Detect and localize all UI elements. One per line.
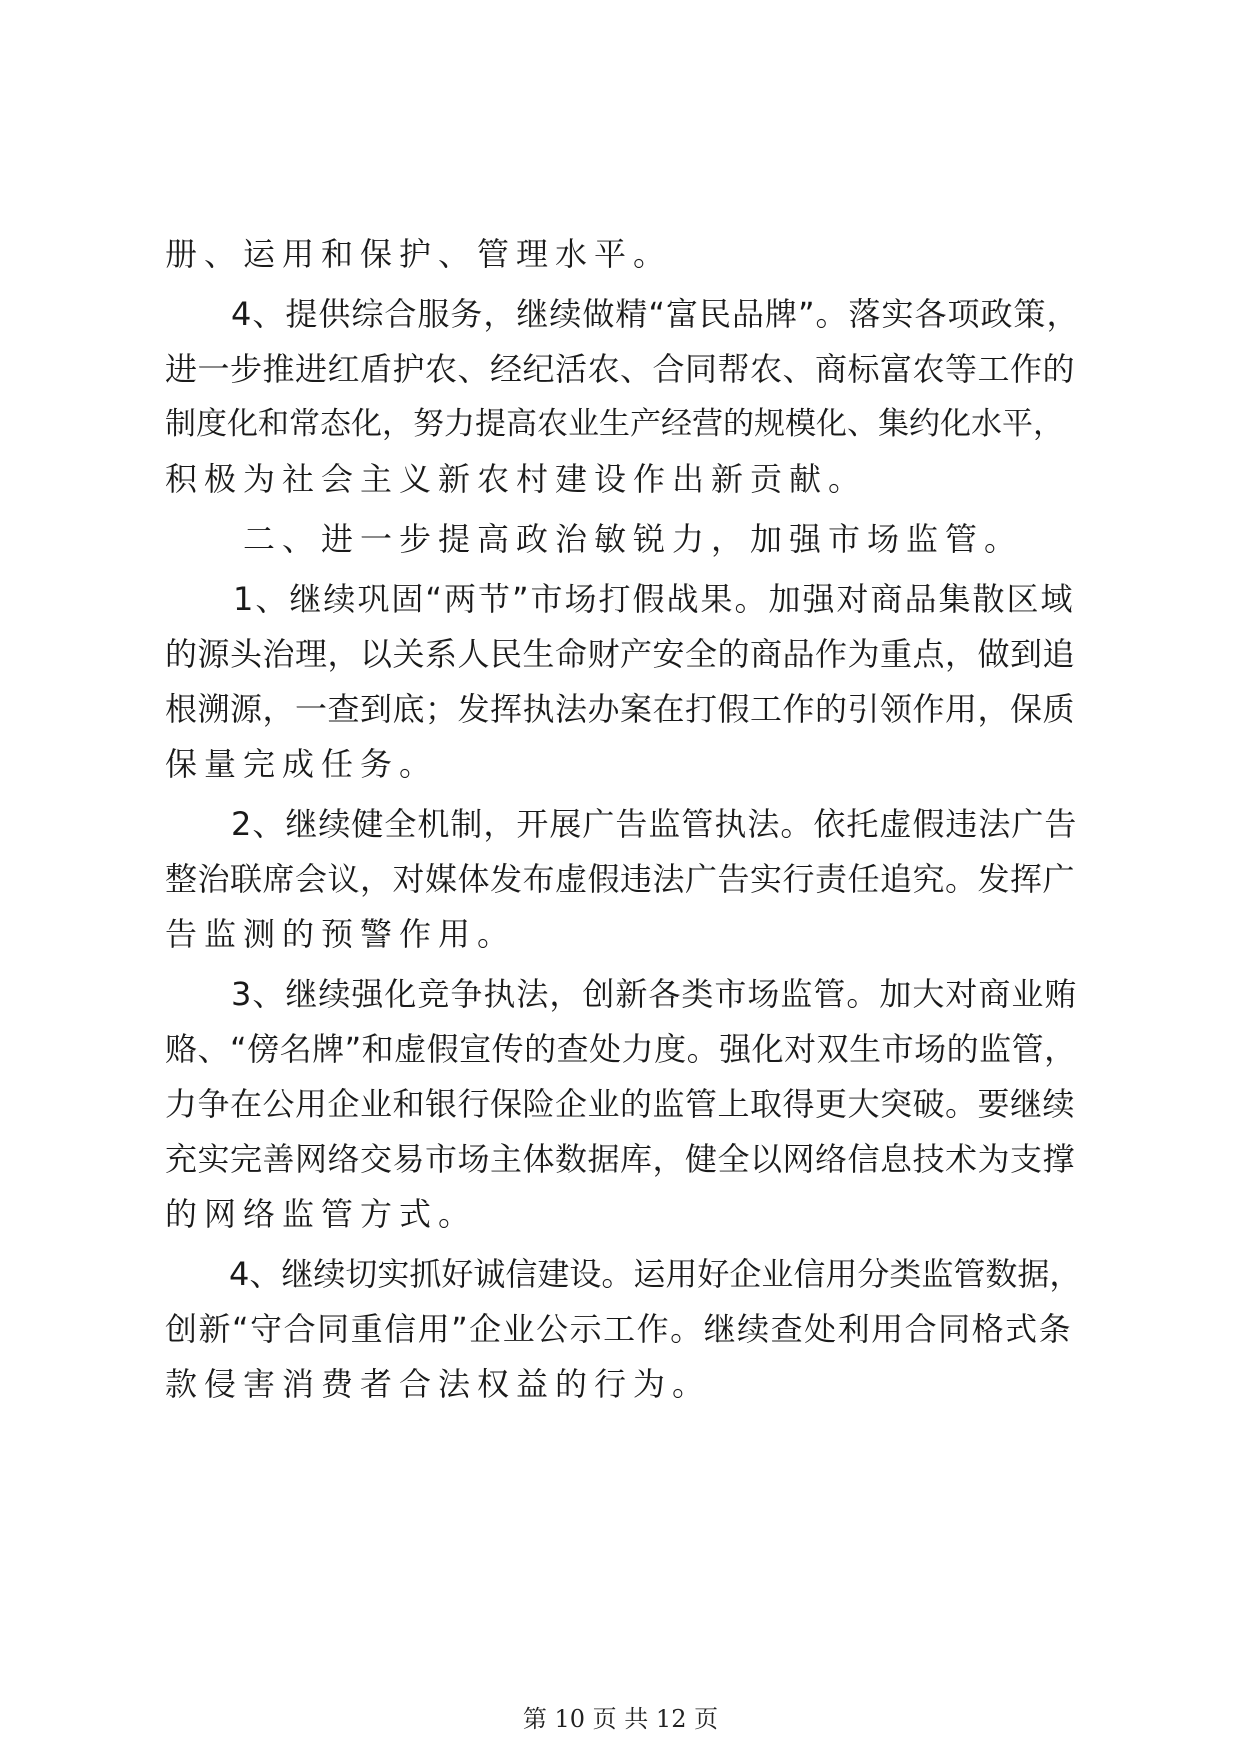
text-line: 充实完善网络交易市场主体数据库，健全以网络信息技术为支撑 — [165, 1140, 1076, 1178]
text-line: 进一步推进红盾护农、经纪活农、合同帮农、商标富农等工作的 — [165, 350, 1076, 388]
text-line: 1、继续巩固“两节”市场打假战果。加强对商品集散区域 — [165, 580, 1075, 618]
text-line: 3、继续强化竞争执法，创新各类市场监管。加大对商业贿 — [165, 975, 1078, 1013]
text-line: 保量完成任务。 — [165, 745, 439, 783]
text-line: 的网络监管方式。 — [165, 1195, 478, 1233]
text-line: 2、继续健全机制，开展广告监管执法。依托虚假违法广告 — [165, 805, 1078, 843]
text-line: 创新“守合同重信用”企业公示工作。继续查处利用合同格式条 — [165, 1310, 1073, 1348]
text-line: 册、运用和保护、管理水平。 — [165, 235, 673, 273]
text-line: 4、提供综合服务，继续做精“富民品牌”。落实各项政策， — [165, 295, 1080, 333]
text-line: 根溯源，一查到底；发挥执法办案在打假工作的引领作用，保质 — [165, 690, 1076, 728]
text-line: 制度化和常态化，努力提高农业生产经营的规模化、集约化水平， — [165, 406, 1064, 442]
text-line: 力争在公用企业和银行保险企业的监管上取得更大突破。要继续 — [165, 1085, 1076, 1123]
page-number-label: 第 10 页 共 12 页 — [522, 1705, 719, 1733]
text-line: 告监测的预警作用。 — [165, 915, 517, 953]
text-line: 二、进一步提高政治敏锐力，加强市场监管。 — [165, 520, 1024, 558]
text-line: 赂、“傍名牌”和虚假宣传的查处力度。强化对双生市场的监管， — [165, 1030, 1077, 1068]
text-line: 4、继续切实抓好诚信建设。运用好企业信用分类监管数据， — [165, 1255, 1082, 1293]
page-footer — [0, 1704, 1241, 1734]
text-line: 积极为社会主义新农村建设作出新贡献。 — [165, 460, 868, 498]
text-line: 款侵害消费者合法权益的行为。 — [165, 1365, 712, 1403]
text-line: 的源头治理，以关系人民生命财产安全的商品作为重点，做到追 — [165, 635, 1076, 673]
text-line: 整治联席会议，对媒体发布虚假违法广告实行责任追究。发挥广 — [165, 860, 1076, 898]
